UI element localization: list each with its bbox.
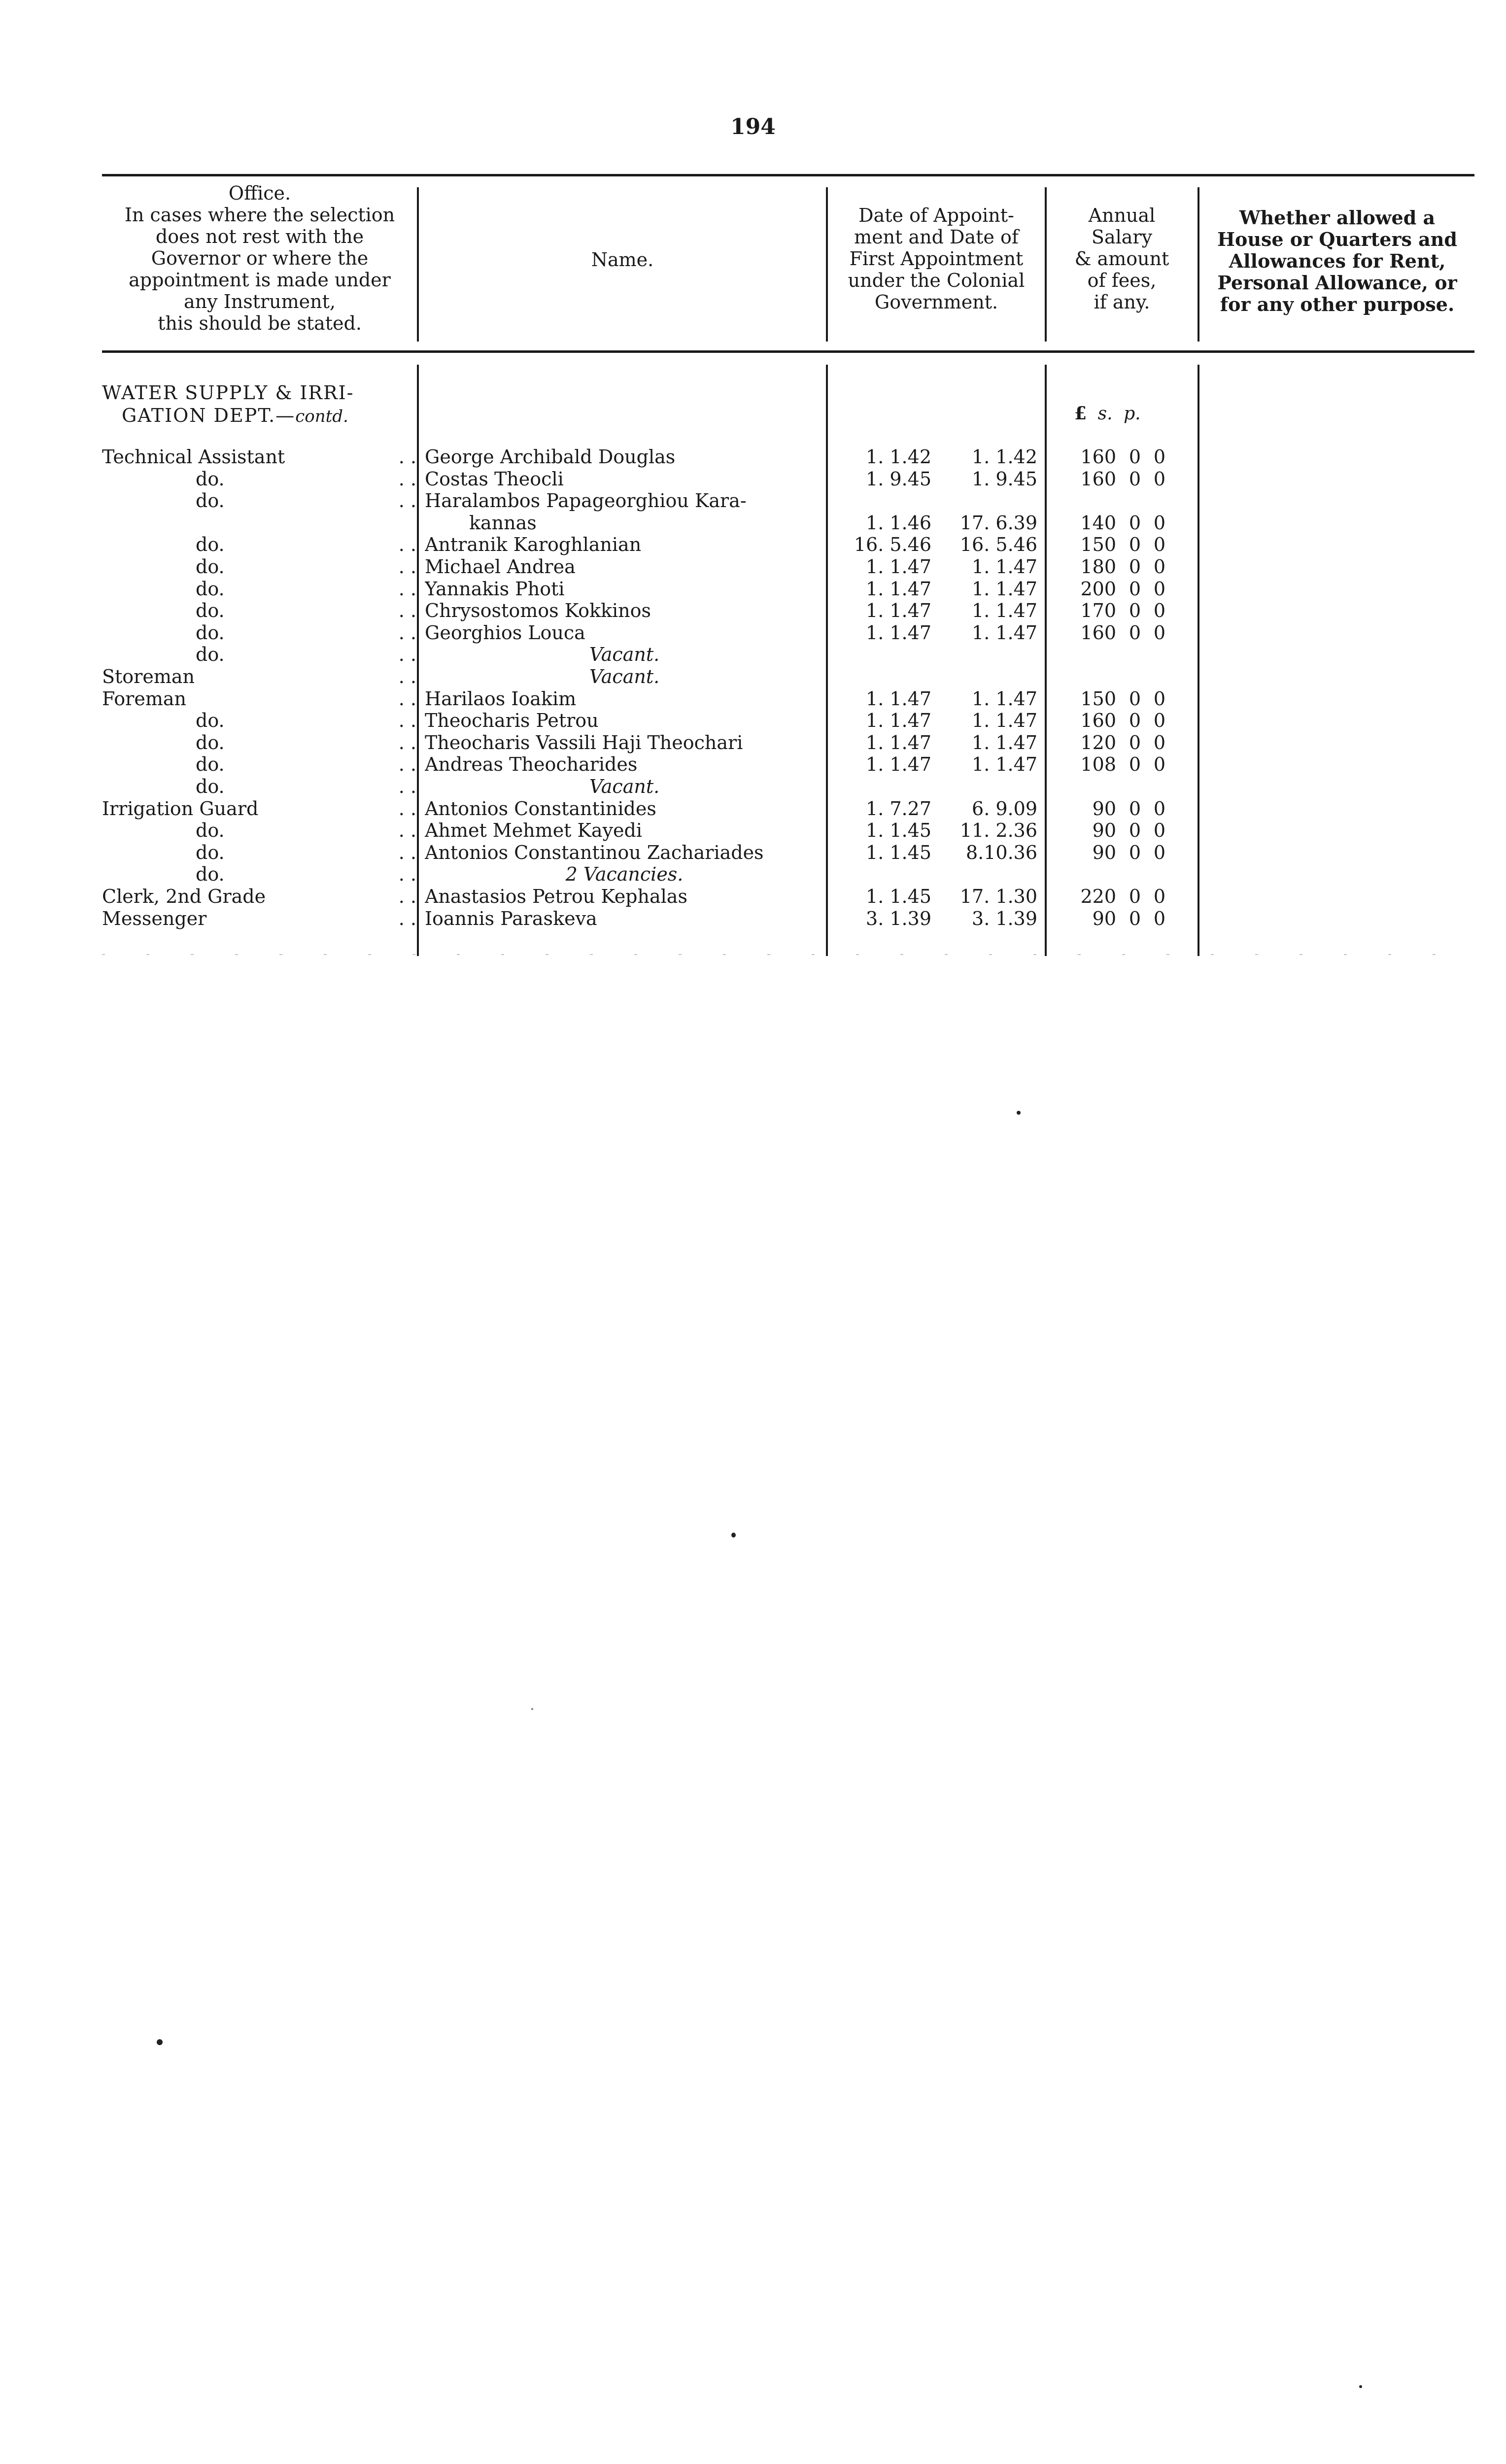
header-line: First Appointment (849, 248, 1024, 270)
appointment-date: 1. 1.47 (866, 578, 931, 600)
leader-dots: . . (398, 798, 416, 820)
leader-dots: . . (398, 710, 416, 731)
leader-dots: . . (398, 490, 416, 512)
table-row (0, 776, 1506, 797)
salary-pounds: 140 (1080, 512, 1116, 534)
leader-dots: . . (398, 886, 416, 907)
section-heading-line2: GATION DEPT.— (122, 405, 296, 426)
header-allowances (1200, 207, 1474, 315)
appointment-date: 16. 5.46 (854, 534, 931, 555)
leader-dots: . . (398, 600, 416, 621)
leader-dots: . . (398, 820, 416, 841)
salary-cell (1057, 820, 1190, 841)
name-cell: Chrysostomos Kokkinos (425, 600, 651, 621)
appointment-date: 1. 1.47 (866, 622, 931, 644)
salary-pence: 0 (1153, 710, 1165, 731)
table-row (0, 644, 1506, 665)
office-cell: do. (196, 644, 225, 665)
header-line: does not rest with the (155, 226, 364, 247)
scan-speck (731, 1533, 736, 1538)
header-line: for any other purpose. (1220, 293, 1455, 315)
header-salary (1047, 205, 1197, 313)
top-rule (102, 174, 1474, 176)
name-cell: Antonios Constantinides (425, 798, 656, 820)
name-cell: Yannakis Photi (425, 578, 565, 600)
table-row (0, 753, 1506, 775)
table-row (0, 534, 1506, 555)
table-row (0, 842, 1506, 863)
header-line: any Instrument, (184, 291, 336, 312)
office-cell: Clerk, 2nd Grade (102, 886, 266, 907)
salary-pence: 0 (1153, 753, 1165, 775)
salary-shillings: 0 (1129, 556, 1141, 578)
salary-shillings: 0 (1129, 732, 1141, 753)
header-line: Whether allowed a (1239, 206, 1436, 229)
header-line: Allowances for Rent, (1229, 250, 1446, 272)
office-cell: do. (196, 863, 225, 885)
leader-dots: . . (398, 446, 416, 468)
salary-pence: 0 (1153, 446, 1165, 468)
salary-pounds: 220 (1080, 886, 1116, 907)
office-cell: do. (196, 490, 225, 512)
page-number: 194 (730, 114, 776, 139)
header-line: under the Colonial (848, 270, 1025, 291)
header-office (102, 182, 417, 334)
header-line: Office. (228, 182, 291, 204)
salary-shillings: 0 (1129, 578, 1141, 600)
leader-dots: . . (398, 666, 416, 687)
first-appointment-date: 1. 1.47 (972, 622, 1037, 644)
name-cell: Harilaos Ioakim (425, 688, 577, 710)
salary-shillings: 0 (1129, 710, 1141, 731)
salary-shillings: 0 (1129, 908, 1141, 929)
header-line: Salary (1091, 226, 1153, 248)
salary-shillings: 0 (1129, 798, 1141, 820)
scan-speck (1359, 2385, 1362, 2388)
salary-cell (1057, 556, 1190, 578)
header-line: Government. (874, 291, 998, 313)
table-row (0, 908, 1506, 929)
salary-pence: 0 (1153, 622, 1165, 644)
appointment-date: 1. 1.45 (866, 886, 931, 907)
salary-pounds: 150 (1080, 534, 1116, 555)
salary-pence: 0 (1153, 600, 1165, 621)
salary-pounds: 180 (1080, 556, 1116, 578)
first-appointment-date: 1. 1.42 (972, 446, 1037, 468)
table-row (0, 468, 1506, 490)
salary-cell (1057, 534, 1190, 555)
first-appointment-date: 11. 2.36 (959, 820, 1037, 841)
appointment-date: 1. 1.47 (866, 556, 931, 578)
appointment-date: 1. 1.42 (866, 446, 931, 468)
first-appointment-date: 1. 1.47 (972, 600, 1037, 621)
salary-pounds: 160 (1080, 468, 1116, 490)
salary-cell (1057, 512, 1190, 534)
salary-shillings: 0 (1129, 688, 1141, 710)
currency-pence: p. (1124, 404, 1141, 424)
first-appointment-date: 3. 1.39 (972, 908, 1037, 929)
header-line: Date of Appoint- (858, 205, 1014, 226)
appointment-date: 1. 1.45 (866, 842, 931, 863)
salary-cell (1057, 842, 1190, 863)
table-row (0, 798, 1506, 820)
salary-shillings: 0 (1129, 512, 1141, 534)
name-cell: Ioannis Paraskeva (425, 908, 597, 929)
appointment-date: 1. 1.47 (866, 732, 931, 753)
salary-cell (1057, 886, 1190, 907)
appointment-date: 1. 1.46 (866, 512, 931, 534)
salary-shillings: 0 (1129, 842, 1141, 863)
table-row (0, 688, 1506, 710)
appointment-date: 1. 1.45 (866, 820, 931, 841)
first-appointment-date: 17. 1.30 (959, 886, 1037, 907)
header-line: of fees, (1087, 270, 1157, 291)
salary-shillings: 0 (1129, 468, 1141, 490)
leader-dots: . . (398, 842, 416, 863)
header-line: In cases where the selection (124, 204, 395, 226)
first-appointment-date: 1. 9.45 (972, 468, 1037, 490)
salary-pence: 0 (1153, 798, 1165, 820)
first-appointment-date: 16. 5.46 (959, 534, 1037, 555)
salary-pounds: 90 (1092, 820, 1116, 841)
header-date (828, 205, 1045, 313)
salary-pence: 0 (1153, 842, 1165, 863)
name-cell: Antonios Constantinou Zachariades (425, 842, 764, 863)
salary-pence: 0 (1153, 688, 1165, 710)
name-cell: Anastasios Petrou Kephalas (425, 886, 687, 907)
salary-pence: 0 (1153, 886, 1165, 907)
salary-pence: 0 (1153, 468, 1165, 490)
salary-cell (1057, 578, 1190, 600)
office-cell: Storeman (102, 666, 195, 687)
salary-pounds: 120 (1080, 732, 1116, 753)
table-row (0, 666, 1506, 687)
office-cell: Technical Assistant (102, 446, 285, 468)
header-line: this should be stated. (158, 312, 362, 334)
column-divider (1198, 187, 1199, 342)
office-cell: do. (196, 776, 225, 797)
first-appointment-date: 17. 6.39 (959, 512, 1037, 534)
leader-dots: . . (398, 753, 416, 775)
salary-shillings: 0 (1129, 446, 1141, 468)
office-cell: do. (196, 534, 225, 555)
salary-pounds: 108 (1080, 753, 1116, 775)
currency-units (1074, 403, 1193, 424)
office-cell: Irrigation Guard (102, 798, 259, 820)
leader-dots: . . (398, 468, 416, 490)
salary-pence: 0 (1153, 512, 1165, 534)
office-cell: do. (196, 710, 225, 731)
table-row (0, 820, 1506, 841)
salary-shillings: 0 (1129, 600, 1141, 621)
salary-pence: 0 (1153, 908, 1165, 929)
salary-pounds: 160 (1080, 446, 1116, 468)
salary-cell (1057, 446, 1190, 468)
currency-shillings: s. (1097, 404, 1113, 424)
office-cell: do. (196, 842, 225, 863)
header-line: ment and Date of (854, 226, 1019, 248)
leader-dots: . . (398, 688, 416, 710)
table-row (0, 622, 1506, 644)
office-cell: do. (196, 622, 225, 644)
vacancy-note: Vacant. (589, 666, 660, 687)
leader-dots: . . (398, 644, 416, 665)
table-bottom-rule (102, 954, 1474, 955)
header-line: Annual (1088, 205, 1156, 226)
table-row (0, 578, 1506, 600)
scan-speck (531, 1708, 533, 1710)
salary-pence: 0 (1153, 556, 1165, 578)
header-name (418, 249, 827, 271)
name-cell: Haralambos Papageorghiou Kara- (425, 490, 747, 512)
first-appointment-date: 1. 1.47 (972, 710, 1037, 731)
salary-cell (1057, 753, 1190, 775)
office-cell: do. (196, 753, 225, 775)
first-appointment-date: 8.10.36 (965, 842, 1037, 863)
header-line: Name. (591, 249, 654, 271)
office-cell: do. (196, 732, 225, 753)
name-cell: Antranik Karoghlanian (425, 534, 642, 555)
salary-shillings: 0 (1129, 820, 1141, 841)
office-cell: do. (196, 820, 225, 841)
salary-shillings: 0 (1129, 753, 1141, 775)
table-row (0, 490, 1506, 512)
salary-pounds: 200 (1080, 578, 1116, 600)
leader-dots: . . (398, 732, 416, 753)
appointment-date: 1. 1.47 (866, 753, 931, 775)
salary-pence: 0 (1153, 578, 1165, 600)
header-line: appointment is made under (129, 269, 391, 291)
salary-cell (1057, 688, 1190, 710)
salary-pence: 0 (1153, 732, 1165, 753)
salary-pounds: 160 (1080, 710, 1116, 731)
table-row (0, 710, 1506, 731)
office-cell: do. (196, 468, 225, 490)
vacancy-note: Vacant. (589, 776, 660, 797)
salary-cell (1057, 468, 1190, 490)
first-appointment-date: 1. 1.47 (972, 753, 1037, 775)
header-line: & amount (1074, 248, 1169, 270)
leader-dots: . . (398, 622, 416, 644)
leader-dots: . . (398, 776, 416, 797)
leader-dots: . . (398, 556, 416, 578)
vacancy-note: Vacant. (589, 644, 660, 665)
currency-pounds: £ (1074, 403, 1087, 424)
table-row (0, 863, 1506, 885)
office-cell: do. (196, 578, 225, 600)
first-appointment-date: 1. 1.47 (972, 578, 1037, 600)
appointment-date: 1. 9.45 (866, 468, 931, 490)
first-appointment-date: 1. 1.47 (972, 732, 1037, 753)
salary-pence: 0 (1153, 534, 1165, 555)
salary-shillings: 0 (1129, 886, 1141, 907)
salary-cell (1057, 798, 1190, 820)
salary-cell (1057, 600, 1190, 621)
first-appointment-date: 1. 1.47 (972, 688, 1037, 710)
leader-dots: . . (398, 534, 416, 555)
salary-pounds: 90 (1092, 798, 1116, 820)
salary-pounds: 90 (1092, 842, 1116, 863)
header-line: House or Quarters and (1217, 228, 1457, 250)
salary-cell (1057, 710, 1190, 731)
header-line: Governor or where the (151, 247, 369, 269)
office-cell: Foreman (102, 688, 186, 710)
salary-shillings: 0 (1129, 534, 1141, 555)
salary-pence: 0 (1153, 820, 1165, 841)
name-cell: George Archibald Douglas (425, 446, 676, 468)
salary-shillings: 0 (1129, 622, 1141, 644)
salary-pounds: 170 (1080, 600, 1116, 621)
header-line: if any. (1094, 291, 1150, 313)
salary-pounds: 90 (1092, 908, 1116, 929)
header-rule (102, 350, 1474, 353)
appointment-date: 3. 1.39 (866, 908, 931, 929)
name-cell: Theocharis Petrou (425, 710, 599, 731)
first-appointment-date: 6. 9.09 (972, 798, 1037, 820)
name-cell: Andreas Theocharides (425, 753, 638, 775)
table-row (0, 886, 1506, 907)
table-row (0, 512, 1506, 534)
name-cell: Theocharis Vassili Haji Theochari (425, 732, 743, 753)
table-row (0, 556, 1506, 578)
office-cell: do. (196, 600, 225, 621)
table-row (0, 732, 1506, 753)
leader-dots: . . (398, 908, 416, 929)
office-cell: Messenger (102, 908, 207, 929)
section-heading-line1: WATER SUPPLY & IRRI- (102, 382, 354, 404)
table-row (0, 600, 1506, 621)
scan-speck (1017, 1111, 1021, 1115)
name-cell: Ahmet Mehmet Kayedi (425, 820, 643, 841)
first-appointment-date: 1. 1.47 (972, 556, 1037, 578)
section-contd: contd. (295, 407, 348, 426)
name-cell: Michael Andrea (425, 556, 576, 578)
leader-dots: . . (398, 863, 416, 885)
appointment-date: 1. 1.47 (866, 688, 931, 710)
salary-pounds: 160 (1080, 622, 1116, 644)
appointment-date: 1. 1.47 (866, 710, 931, 731)
appointment-date: 1. 1.47 (866, 600, 931, 621)
scan-speck (157, 2039, 163, 2045)
vacancy-note: 2 Vacancies. (565, 863, 684, 885)
leader-dots: . . (398, 578, 416, 600)
name-cell: kannas (469, 512, 537, 534)
salary-cell (1057, 622, 1190, 644)
office-cell: do. (196, 556, 225, 578)
salary-cell (1057, 908, 1190, 929)
salary-cell (1057, 732, 1190, 753)
appointment-date: 1. 7.27 (866, 798, 931, 820)
name-cell: Georghios Louca (425, 622, 585, 644)
section-heading (102, 381, 417, 428)
salary-pounds: 150 (1080, 688, 1116, 710)
table-row (0, 446, 1506, 468)
name-cell: Costas Theocli (425, 468, 564, 490)
header-line: Personal Allowance, or (1217, 272, 1457, 294)
